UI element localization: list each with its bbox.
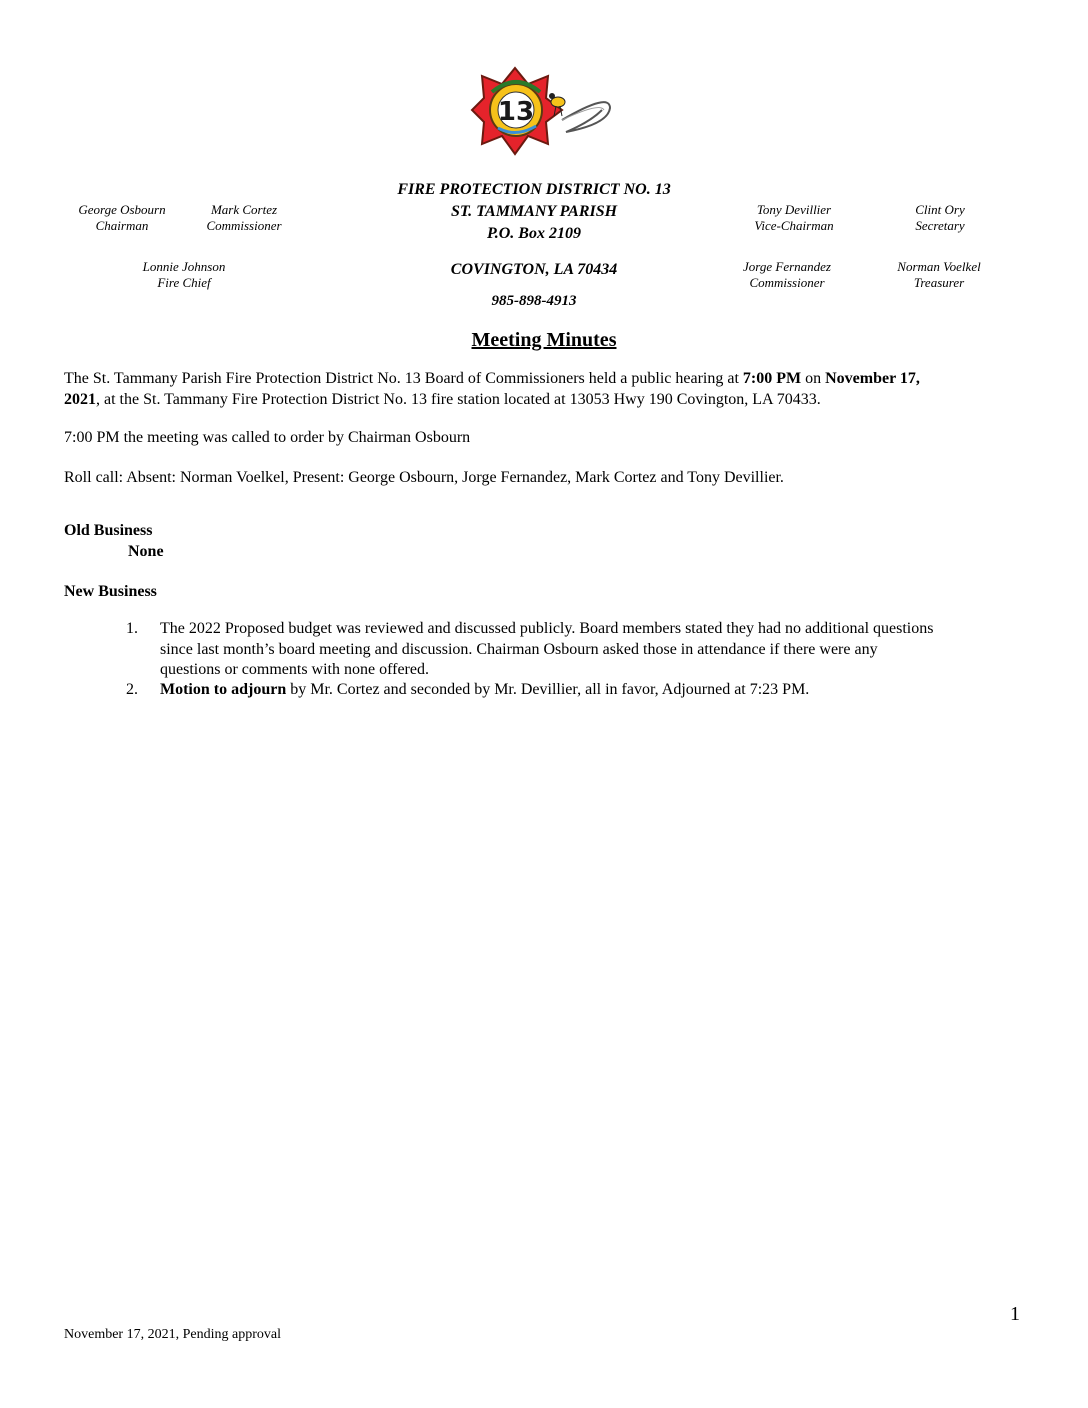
call-to-order: 7:00 PM the meeting was called to order by Chairman Osbourn xyxy=(64,429,471,446)
official-name: Jorge Fernandez xyxy=(743,259,831,274)
old-business-content: None xyxy=(128,543,164,560)
intro-text: The St. Tammany Parish Fire Protection District No. 13 Board of Commissioners held a public hearing at xyxy=(64,370,743,387)
list-item-line: since last month’s board meeting and discussion. Chairman Osbourn asked those in attendance if there were any xyxy=(160,640,878,658)
intro-line-2 xyxy=(64,390,1028,411)
official-title: Commissioner xyxy=(749,275,825,290)
official-jorge-fernandez xyxy=(722,259,852,291)
official-name: Lonnie Johnson xyxy=(142,259,226,274)
page-title: Meeting Minutes xyxy=(471,329,617,351)
official-clint-ory xyxy=(880,202,1000,234)
official-title: Secretary xyxy=(915,218,965,233)
intro-line-1 xyxy=(64,369,1028,390)
official-george-osbourn xyxy=(60,202,184,234)
org-po-box: P.O. Box 2109 xyxy=(487,225,581,242)
page-number: 1 xyxy=(1010,1303,1020,1325)
official-name: Norman Voelkel xyxy=(897,259,981,274)
roll-call: Roll call: Absent: Norman Voelkel, Present: George Osbourn, Jorge Fernandez, Mark Cortez and Tony Devillier. xyxy=(64,469,784,486)
motion-text: by Mr. Cortez and seconded by Mr. Devillier, all in favor, Adjourned at 7:23 PM. xyxy=(286,681,810,698)
org-phone: 985-898-4913 xyxy=(491,293,577,309)
footer-text: November 17, 2021, Pending approval xyxy=(64,1327,281,1342)
org-name: FIRE PROTECTION DISTRICT NO. 13 xyxy=(397,181,671,198)
official-tony-devillier xyxy=(734,202,854,234)
list-item-number: 2. xyxy=(126,681,138,698)
official-name: George Osbourn xyxy=(78,202,166,217)
meeting-year: 2021 xyxy=(64,390,96,408)
official-title: Commissioner xyxy=(206,218,282,233)
new-business-heading: New Business xyxy=(64,583,157,600)
intro-paragraph xyxy=(64,369,1028,410)
list-item-line: questions or comments with none offered. xyxy=(160,661,429,678)
org-city: COVINGTON, LA 70434 xyxy=(450,261,618,278)
meeting-time: 7:00 PM xyxy=(742,370,802,387)
motion-label: Motion to adjourn xyxy=(160,681,287,698)
intro-text-on: on xyxy=(801,370,826,387)
official-name: Mark Cortez xyxy=(210,202,278,217)
official-name: Tony Devillier xyxy=(756,202,832,217)
org-parish: ST. TAMMANY PARISH xyxy=(450,203,618,220)
official-name: Clint Ory xyxy=(915,202,965,217)
list-item xyxy=(160,619,1040,681)
fire-district-logo xyxy=(470,62,620,162)
official-title: Treasurer xyxy=(913,275,965,290)
list-item-number: 1. xyxy=(126,620,138,637)
official-title: Fire Chief xyxy=(157,275,211,290)
official-norman-voelkel xyxy=(874,259,1004,291)
official-lonnie-johnson xyxy=(120,259,248,291)
official-title: Vice-Chairman xyxy=(754,218,834,233)
intro-location: , at the St. Tammany Fire Protection District No. 13 fire station located at 13053 Hwy 190 Covington, LA 70433. xyxy=(96,390,821,408)
old-business-heading: Old Business xyxy=(64,522,153,539)
list-item xyxy=(160,680,809,701)
official-mark-cortez xyxy=(184,202,304,234)
official-title: Chairman xyxy=(95,218,149,233)
list-item-line: The 2022 Proposed budget was reviewed and discussed publicly. Board members stated they had no additional questions xyxy=(160,620,934,637)
logo-number: 13 xyxy=(497,97,535,127)
meeting-date: November 17, xyxy=(825,370,920,387)
